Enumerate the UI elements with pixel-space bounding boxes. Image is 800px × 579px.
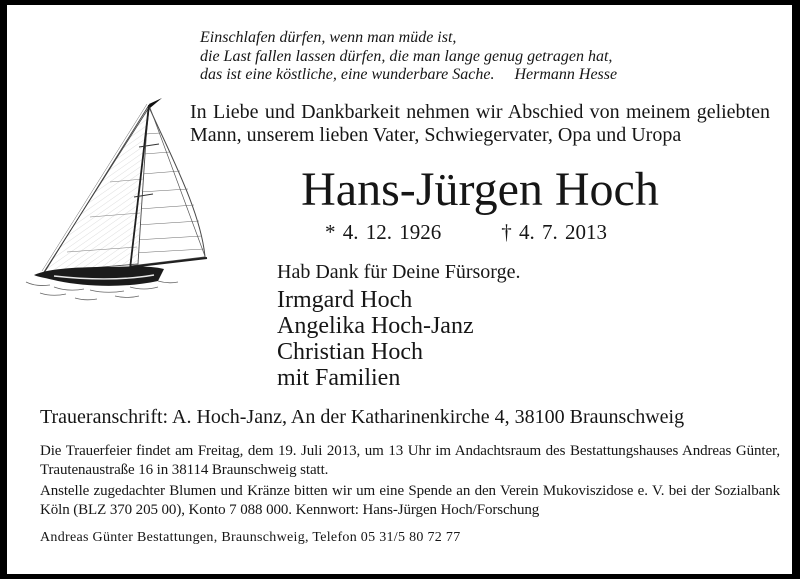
mourner-name: Christian Hoch <box>277 339 423 365</box>
life-dates <box>176 220 756 244</box>
mourner-name: mit Familien <box>277 365 401 391</box>
funeral-home-line: Andreas Günter Bestattungen, Braunschweig, Telefon 05 31/5 80 72 77 <box>40 530 461 545</box>
death-date: † 4. 7. 2013 <box>501 220 607 244</box>
thanks-line: Hab Dank für Deine Fürsorge. <box>277 261 521 283</box>
quote-attribution: Hermann Hesse <box>514 66 618 83</box>
intro-paragraph: In Liebe und Dankbarkeit nehmen wir Abschied von meinem geliebten Mann, unserem lieben Vater, Schwiegervater, Opa und Uropa <box>190 101 770 146</box>
mourner-name: Irmgard Hoch <box>277 287 413 313</box>
sailboat-illustration-icon <box>20 92 215 302</box>
quote-line <box>200 66 617 85</box>
name-block <box>190 164 770 244</box>
funeral-info: Die Trauerfeier findet am Freitag, dem 19. Juli 2013, um 13 Uhr im Andachtsraum des Bestattungshauses Andreas Günter, Trautenaustraße 16 in 38114 Braunschweig statt. <box>40 443 780 478</box>
quote-line-text: das ist eine köstliche, eine wunderbare Sache. <box>200 66 495 83</box>
birth-date: * 4. 12. 1926 <box>325 220 442 244</box>
mourner-name: Angelika Hoch-Janz <box>277 313 474 339</box>
quote-block <box>200 29 617 85</box>
condolence-address: Traueranschrift: A. Hoch-Janz, An der Katharinenkirche 4, 38100 Braunschweig <box>40 406 685 428</box>
deceased-name: Hans-Jürgen Hoch <box>301 163 659 216</box>
quote-line: die Last fallen lassen dürfen, die man lange genug getragen hat, <box>200 47 613 65</box>
donation-info: Anstelle zugedachter Blumen und Kränze bitten wir um eine Spende an den Verein Mukoviszidose e. V. bei der Sozialbank Köln (BLZ 370 205 00), Konto 7 088 000. Kennwort: Hans-Jürgen Hoch/Forschung <box>40 483 780 518</box>
quote-line: Einschlafen dürfen, wenn man müde ist, <box>200 29 457 46</box>
mourners-list <box>277 287 474 391</box>
